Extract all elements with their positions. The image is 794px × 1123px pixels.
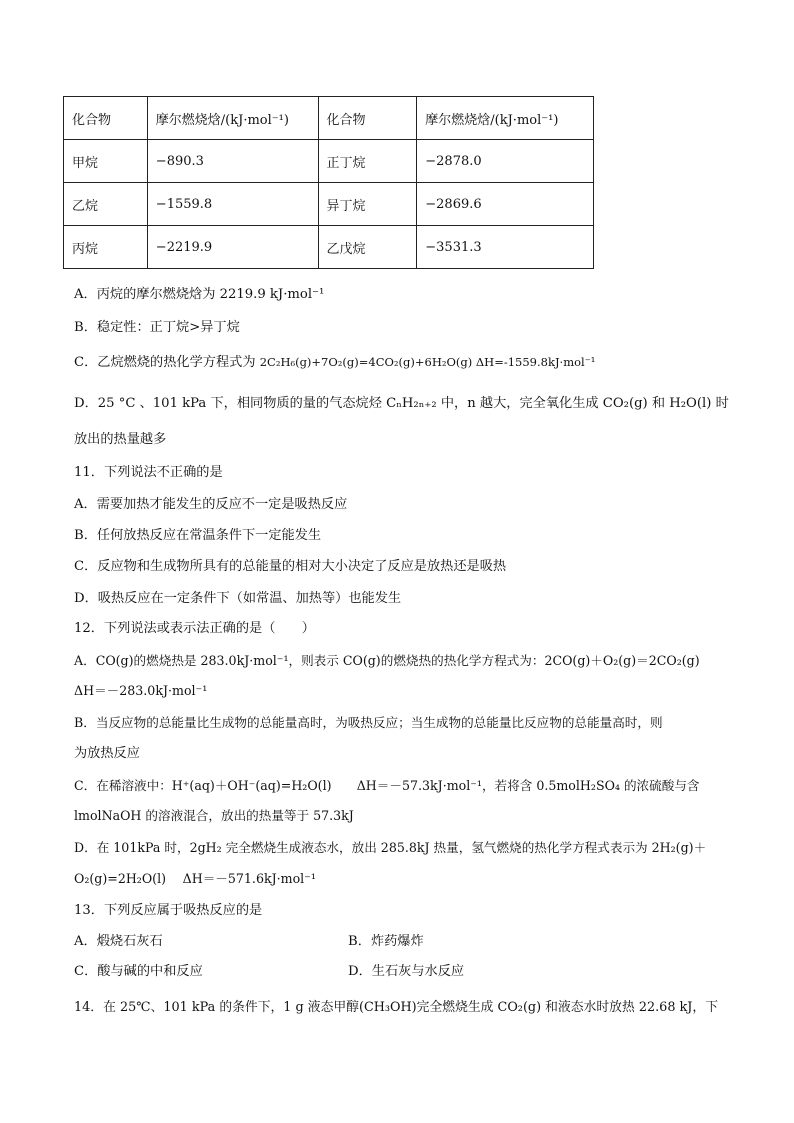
table-header-cell: 化合物 — [64, 97, 148, 140]
combustion-enthalpy-table — [63, 96, 594, 269]
table-row — [64, 140, 594, 183]
table-cell: 丙烷 — [64, 226, 148, 269]
q11-stem: 11．下列说法不正确的是 — [74, 465, 223, 480]
q11-option-c: C．反应物和生成物所具有的总能量的相对大小决定了反应是放热还是吸热 — [74, 559, 507, 574]
table-header-cell: 摩尔燃烧焓/(kJ·mol⁻¹) — [417, 97, 594, 140]
table-cell: 正丁烷 — [318, 140, 417, 183]
q10-option-d-line1: D．25 °C 、101 kPa 下，相同物质的量的气态烷烃 CₙH₂ₙ₊₂ 中，n 越大，完全氧化生成 CO₂(g) 和 H₂O(l) 时 — [74, 396, 729, 411]
table-cell: −890.3 — [147, 140, 318, 183]
q10-option-a: A．丙烷的摩尔燃烧焓为 2219.9 kJ·mol⁻¹ — [74, 287, 325, 302]
q13-option-a: A．煅烧石灰石 — [74, 934, 163, 949]
q12-option-b-line1: B．当反应物的总能量比生成物的总能量高时，为吸热反应；当生成物的总能量比反应物的总能量高时，则 — [74, 715, 663, 730]
q11-option-a: A．需要加热才能发生的反应不一定是吸热反应 — [74, 497, 348, 512]
table-cell: −2878.0 — [417, 140, 594, 183]
table-cell: 乙戊烷 — [318, 226, 417, 269]
q10-option-b: B．稳定性：正丁烷>异丁烷 — [74, 320, 240, 335]
q12-stem: 12．下列说法或表示法正确的是（ ） — [74, 621, 315, 636]
table-header-cell: 摩尔燃烧焓/(kJ·mol⁻¹) — [147, 97, 318, 140]
table-header-row — [64, 97, 594, 140]
table-row — [64, 226, 594, 269]
q12-option-a-line2: ΔH＝－283.0kJ·mol⁻¹ — [74, 683, 208, 698]
table-cell: −2219.9 — [147, 226, 318, 269]
table-cell: −3531.3 — [417, 226, 594, 269]
q13-option-d: D．生石灰与水反应 — [348, 964, 465, 979]
q12-option-d-line2: O₂(g)=2H₂O(l) ΔH＝－571.6kJ·mol⁻¹ — [74, 871, 316, 886]
q12-option-b-line2: 为放热反应 — [74, 746, 140, 761]
table-cell: 异丁烷 — [318, 183, 417, 226]
q11-option-d: D．吸热反应在一定条件下（如常温、加热等）也能发生 — [74, 591, 402, 606]
q10-option-c-equation: 2C₂H₆(g)+7O₂(g)=4CO₂(g)+6H₂O(g) ΔH=-1559.8kJ·mol⁻¹ — [259, 355, 596, 369]
table-row — [64, 183, 594, 226]
q10-option-c-text: C．乙烷燃烧的热化学方程式为 — [74, 355, 260, 370]
q13-option-b: B．炸药爆炸 — [348, 934, 424, 949]
q10-option-d-line2: 放出的热量越多 — [74, 432, 167, 447]
table-cell: 甲烷 — [64, 140, 148, 183]
q12-option-c-line2: lmolNaOH 的溶液混合，放出的热量等于 57.3kJ — [74, 808, 354, 823]
q12-option-d-line1: D．在 101kPa 时，2gH₂ 完全燃烧生成液态水，放出 285.8kJ 热量，氢气燃烧的热化学方程式表示为 2H₂(g)＋ — [74, 840, 707, 855]
q10-option-c — [74, 352, 595, 373]
q13-option-c: C．酸与碱的中和反应 — [74, 964, 203, 979]
table-header-cell: 化合物 — [318, 97, 417, 140]
table-cell: −1559.8 — [147, 183, 318, 226]
table-cell: 乙烷 — [64, 183, 148, 226]
q13-stem: 13．下列反应属于吸热反应的是 — [74, 903, 263, 918]
q11-option-b: B．任何放热反应在常温条件下一定能发生 — [74, 528, 322, 543]
table-cell: −2869.6 — [417, 183, 594, 226]
q12-option-c-line1: C．在稀溶液中：H⁺(aq)＋OH⁻(aq)=H₂O(l) ΔH＝－57.3kJ·mol⁻¹，若将含 0.5molH₂SO₄ 的浓硫酸与含 — [74, 778, 700, 793]
q14-stem: 14．在 25℃、101 kPa 的条件下，1 g 液态甲醇(CH₃OH)完全燃烧生成 CO₂(g) 和液态水时放热 22.68 kJ，下 — [74, 1000, 719, 1015]
q12-option-a-line1: A．CO(g)的燃烧热是 283.0kJ·mol⁻¹，则表示 CO(g)的燃烧热的热化学方程式为：2CO(g)＋O₂(g)＝2CO₂(g) — [74, 653, 700, 668]
